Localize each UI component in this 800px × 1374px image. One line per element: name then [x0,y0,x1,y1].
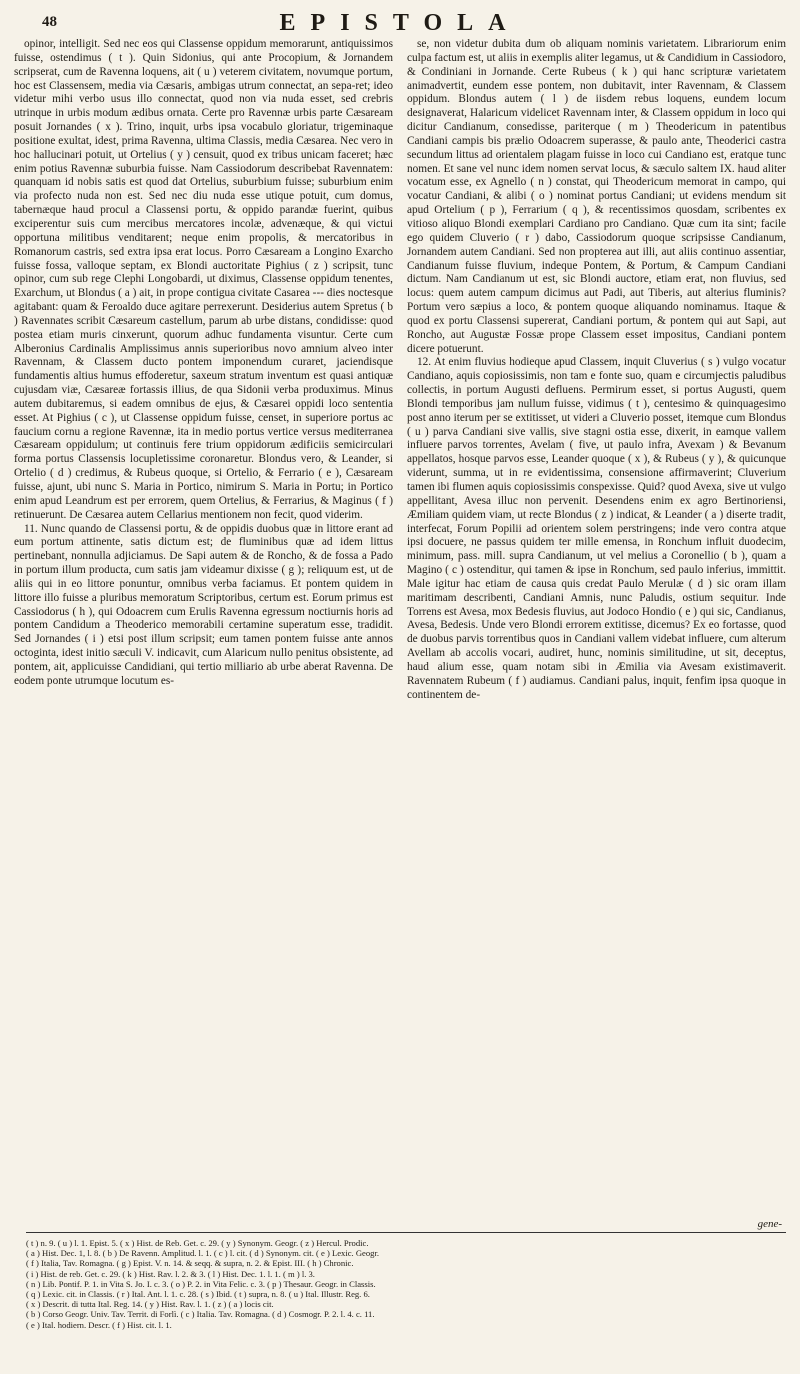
footnote-line: ( b ) Corso Geogr. Univ. Tav. Territ. di Forlì. ( c ) Italia. Tav. Romagna. ( d ) Cosmogr. P. 2. l. 4. c. 11. [26,1309,375,1320]
paragraph: 12. At enim fluvius hodieque apud Classem, inquit Cluverius ( s ) vulgo vocatur Candiano, aquis copiosissimis, non tam e fonte suo, quam e circumjectis paludibus collectis, in portum Augusti defluens. Permirum esset, si portus Augusti, quem Blondi temporibus jam nullum fuisse, vidimus ( t ), centesimo & quinquagesimo post anno iterum per se extitisset, ut videri a Cluverio posset, itemque cum Blondus ( u ) parva Candiani sive vallis, sive stagni ostia esse, dixerit, in eamque vallem influere parvos torrentes, Avelam ( five, ut paulo infra, Avexam ) & Bevanum appellatos, hosque parvos esse, Leander quoque ( x ), & Rubeus ( y ), & quicunque viderunt, summa, ut in re evidentissima, consensione affirmaverint; Cluverium tamen ibi flumen aquis copiosissimis conspexisse. Quid? quod Avexa, sive ut vulgo appellitant, Avesa illuc non pervenit. Desendens enim ex agro Bertinoriensi, Æmiliam quidem viam, ut recte Blondus ( z ) indicat, & Leander ( a ) diserte tradit, interfecat, Forum Popilii ad orientem solem perstringens; inde vero contra atque ipsi docuere, ne passus quidem ter mille emensa, in Ronchum influit duodecim, minimum, pass. mill. supra Candianum, ut vel melius a Coronellio ( b ), quam a Magino ( c ) ostenditur, qui tamen & ipse in Ronchum, sed paulo inferius, immittit. Male igitur hac etiam de causa quis credat Paulo Merulæ ( d ) sic oram illam maritimam describenti, Candiani Amnis, nunc Paludis, ostium sequitur. Inde Torrens est Avesa, mox Bedesis fluvius, aut Jodoco Hondio ( e ) qui sic, Candianus, Avesa, Bedesis. Unde vero Blondi errorem extitisse, dicemus? Ex eo fortasse, quod de duobus parvis torrentibus quos in Candiani vallem videbat influere, cum alterum Avellam ab accolis vocari, audiret, hunc, nominis similitudine, ut sit, deceptus, haud alium esse, quam notam sibi in Æmilia via Avesam existimaverit. Ravennatem Rubeum ( f ) audiamus. Candiani palus, inquit, fenfim ipsa quoque in continentem de- [407,356,786,701]
left-column [14,38,393,1225]
footnote-line: ( t ) n. 9. ( u ) l. 1. Epist. 5. ( x ) Hist. de Reb. Get. c. 29. ( y ) Synonym. Geogr. ( z ) Hercul. Prodic. [26,1238,369,1248]
page-header [14,10,786,40]
footnote-rule [26,1232,786,1233]
paragraph: opinor, intelligit. Sed nec eos qui Classense oppidum memorarunt, antiquissimos fuisse, ostendimus ( t ). Quin Sidonius, qui ante Procopium, & Jornandem scripserat, cum de Ravenna loquens, ait ( u ) veterem civitatem, novumque portum, hoc est Classensem, media via Cæsaris, ambigas utrum connectat, an sepa-ret; ideo videtur mihi verbo usus illo connectat, quod non via nuda esset, sed crebris utrinque in urbis modum ædibus ornata. Certe pro Ravennæ urbis parte Cæsaream posuit Jornandes ( x ). Trino, inquit, urbs ipsa vocabulo gloriatur, trigeminaque positione exultat, idest, prima Ravenna, ultima Classis, media Cæsarea. Nec vero in hoc hallucinari potuit, ut Ortelius ( y ) censuit, quod ex tribus unicam faceret; hæc enim potius Ravennæ suburbia fuisse. Nam Cassiodorum describebat Ravennatem: quanquam id nobis satis est quod dat Ortelius, suburbium fuisse; suburbium enim via profecto nuda non est. Sed nec diu nuda esse utique potuit, cum domus, tabernæque haud procul a Classensi portu, & oppido parandæ fuerint, quibus exciperentur suis cum mercibus mercatores incolæ, advenæque, & qui victui opportuna militibus venditarent; neque enim propolis, & mercatoribus in Romanorum castris, sed extra ipsa erat locus. Porro Cæsaream a Longino Exarcho fuisse fossa, valloque septam, ex Blondi auctoritate Pighius ( z ) scripsit, tunc opinor, cum sub rege Clephi Longobardi, ut diximus, Classense oppidum tenentes, Exarchum, ut Blondus ( a ) ait, in prope contigua civitate Casarea --- dies noctesque agitabant: quam & Feroaldo duce agitare perrexerunt. Desiderius autem Spretus ( b ) Ravennates scribit Cæsareum castellum, parum ab urbe distans, condidisse: quod postea etiam muris cinxerunt, quorum adhuc fundamenta visuntur. Certe cum Alberonius Cardinalis Amplissimus annis superioribus novo amnium alveo inter Ravennam, & Classem ducto pontem imponendum curaret, jaciendisque fundamentis altius humus effoderetur, saxeum stratum inventum est quasi antiquæ cujusdam viæ, Cæsareæ fortassis illius, de qua Sidonii verba produximus. Minus autem dubitaremus, si eadem omnibus de ejus, & Cæsarei oppidi loco sententia esset. At Pighius ( c ), ut Classense oppidum fuisse, censet, in superiore portus ac faucium cornu a regione Ravennæ, ita in medio portus vertice versus mediterranea Cæsaream oppidulum; ut continuis fere trium oppidorum ædificiis semicirculari forma portus Classensis locupletissime coronaretur. Blondus vero, & Leander, si Ortelio ( d ) credimus, & Rubeus quoque, si Ortelio, & Ferrario ( e ), Cæsaream fuisse, ajunt, ubi nunc S. Maria in Portico, nimirum S. Maria in Portu; in Portico enim apud Leandrum est per errorem, quem Ortelius, & Ferrarius, & Maginus ( f ) retinuerunt. De Cæsarea autem Cellarius mentionem non fecit, quod viderim. [14,38,393,521]
right-column [407,38,786,1225]
book-page [14,10,786,1360]
footnote-line: ( a ) Hist. Dec. 1, l. 8. ( b ) De Ravenn. Amplitud. l. 1. ( c ) l. cit. ( d ) Synonym. cit. ( e ) Lexic. Geogr. [26,1248,379,1259]
footnotes [26,1238,786,1348]
running-head: EPISTOLA [279,10,521,36]
text-columns [14,38,786,1225]
catchword: gene- [757,1218,782,1230]
footnote-line: ( e ) Ital. hodiern. Descr. ( f ) Hist. cit. l. 1. [26,1319,172,1330]
page-number: 48 [42,14,57,30]
footnote-line: ( i ) Hist. de reb. Get. c. 29. ( k ) Hist. Rav. l. 2. & 3. ( l ) Hist. Dec. 1. l. 1. ( m ) l. 3. [26,1268,315,1279]
footnote-line: ( q ) Lexic. cit. in Classis. ( r ) Ital. Ant. l. 1. c. 28. ( s ) Ibid. ( t ) supra, n. 8. ( u ) Ital. Illustr. Reg. 6. [26,1289,370,1300]
footnote-line: ( f ) Italia, Tav. Romagna. ( g ) Epist. V. n. 14. & seqq. & supra, n. 2. & Epist. III. ( h ) Chronic. [26,1258,354,1269]
footnote-line: ( x ) Descrit. di tutta Ital. Reg. 14. ( y ) Hist. Rav. l. 1. ( z ) ( a ) locis cit. [26,1299,274,1310]
footnote-line: ( n ) Lib. Pontif. P. 1. in Vita S. Jo. I. c. 3. ( o ) P. 2. in Vita Felic. c. 3. ( p ) Thesaur. Geogr. in Classis. [26,1278,376,1289]
paragraph: 11. Nunc quando de Classensi portu, & de oppidis duobus quæ in littore erant ad eum portum attinente, satis dictum est; de fluminibus quæ ad idem littus pertinebant, nonnulla adjiciamus. De Sapi autem & de Roncho, & de fossa a Pado in portum illum producta, cum satis jam videamur dixisse ( g ); reliquum est, ut de aliis qui in eo littore ponuntur, omnibus verba faciamus. Et pontem quidem in littore illo fuisse a pluribus memoratum Scriptoribus, certum est. Eorum primus est Cassiodorus ( h ), qui Odoacrem cum Erulis Ravenna egressum noctiurnis horis ad pontem Candidum a Theoderico memorabili certamine superatum esse, tradidit. Sed Jornandes ( i ) etsi post illum scripsit; eum tamen pontem fuisse ante annos octoginta, idest initio sæculi V. indicavit, cum Alaricum nullo penitus obsistente, ad pontem, ait, applicuisse Candidiani, qui tertio milliario ab urbe aberat Ravenna. De eodem ponte utrumque locutum es- [14,522,393,687]
paragraph: se, non videtur dubita dum ob aliquam nominis varietatem. Librariorum enim culpa factum est, ut aliis in exemplis aliter legamus, ut & Candidium in Cassiodoro, & Condiniani in Jornande. Certe Rubeus ( k ) qui hanc scripturæ varietatem animadvertit, eundem esse pontem, non dubitavit, inter Ravennam, & Classem oppidum. Blondus autem ( l ) de iisdem rebus loquens, eundem locum designaverat, Halaricum videlicet Ravennam inter, & Classem oppidum in loco qui dicitur Candianum, consedisse, pariterque ( m ) Theodericum in patentibus Candiani campis bis prælio Odoacrem superasse, & paulo ante, Theoderici castra secundum littus ad orientalem plagam fuisse in loco cui Candiano est, eratque tunc nomen. Et sane vel nunc idem nomen servat locus, & sæculo saltem IX. haud aliter vocatum esse, ex Agnello ( n ) constat, qui Theodericum memorat in campo, qui vocatur Candiani, & alibi ( o ) nominat portus Candiani; ut evidens mendum sit apud Ortelium ( p ), Ferrarium ( q ), & recentissimos quosdam, scribentes ex vitioso aliquo Blondi exemplari Cardiano pro Candiano. Quæ cum ita sint; facile ego quidem Cluverio ( r ) dabo, Cassiodorum quoque scripsisse Candianum, Jornandem autem Candiani. Sed non propterea aut illi, aut aliis continuo assentiar, Candianum fuisse fluvium, indeque Pontem, & Portum, & Campum Candiani dictum. Nam Candianum ut est, sic Blondi auctore, etiam erat, non fluvius, sed locus: quem autem campum dicimus aut Padi, aut Tiberis, aut alterius fluminis? Portum vero sæpius a loco, & pontem quoque aliquando nominamus. Itaque & quod ex portu Classensi supererat, Candiani portum, & pontem qui aut Sapi, aut Roncho, aut Augustæ Fossæ prope Classem esset impositus, Candiani pontem dicere potuerunt. [407,38,786,355]
